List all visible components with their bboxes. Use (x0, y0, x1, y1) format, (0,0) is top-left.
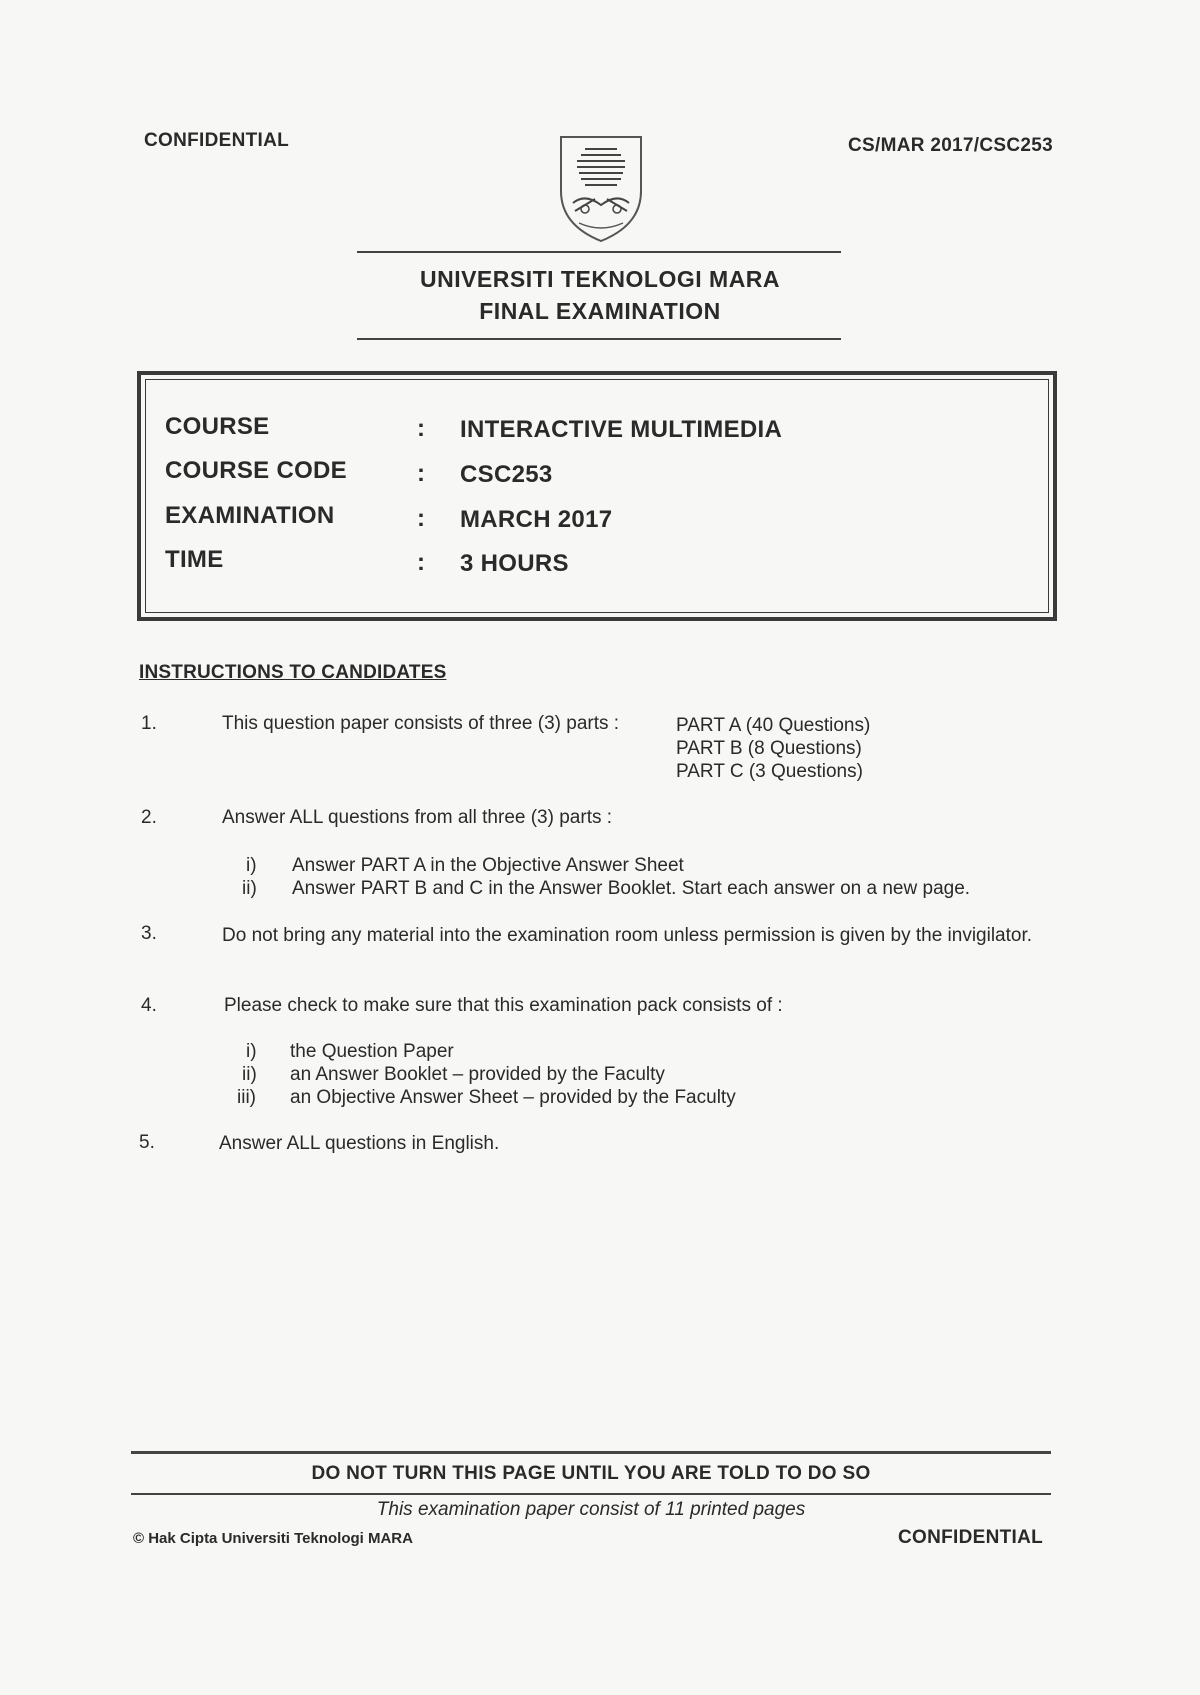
instruction-4-sub-2-number: ii) (242, 1064, 257, 1085)
instruction-4-sub-1-number: i) (246, 1041, 257, 1062)
examination-label: EXAMINATION (165, 502, 335, 529)
instruction-3-number: 3. (141, 923, 157, 944)
instruction-2-sub-1-text: Answer PART A in the Objective Answer Sheet (292, 855, 684, 876)
instructions-heading: INSTRUCTIONS TO CANDIDATES (139, 662, 447, 683)
course-colon: : (417, 415, 425, 442)
instruction-1-part-c: PART C (3 Questions) (676, 761, 863, 782)
pages-note: This examination paper consist of 11 printed pages (376, 1499, 806, 1520)
university-name: UNIVERSITI TEKNOLOGI MARA (419, 266, 781, 292)
university-crest-icon (555, 133, 647, 245)
title-top-rule (357, 251, 841, 253)
instruction-4-number: 4. (141, 995, 157, 1016)
examination-colon: : (417, 505, 425, 532)
course-code-colon: : (417, 460, 425, 487)
instruction-2-sub-2-number: ii) (242, 878, 257, 899)
footer-bottom-rule (131, 1493, 1051, 1495)
instruction-4-sub-3-text: an Objective Answer Sheet – provided by the Faculty (290, 1087, 736, 1108)
instruction-4-text: Please check to make sure that this examination pack consists of : (224, 995, 783, 1016)
copyright-notice: © Hak Cipta Universiti Teknologi MARA (133, 1530, 413, 1547)
instruction-1-text: This question paper consists of three (3) parts : (222, 713, 620, 734)
instruction-4-sub-2-text: an Answer Booklet – provided by the Faculty (290, 1064, 665, 1085)
course-code-value: CSC253 (460, 461, 553, 488)
instruction-2-sub-2-text: Answer PART B and C in the Answer Booklet. Start each answer on a new page. (292, 878, 971, 899)
instruction-1-number: 1. (141, 713, 157, 734)
instruction-1-part-b: PART B (8 Questions) (676, 738, 862, 759)
instruction-3-text: Do not bring any material into the examination room unless permission is given by the invigilator. (222, 925, 1033, 946)
course-value: INTERACTIVE MULTIMEDIA (460, 416, 783, 443)
do-not-turn-warning: DO NOT TURN THIS PAGE UNTIL YOU ARE TOLD TO DO SO (311, 1463, 871, 1484)
header-confidential: CONFIDENTIAL (144, 130, 290, 151)
instruction-5-number: 5. (139, 1132, 155, 1153)
footer-top-rule (131, 1451, 1051, 1454)
footer-confidential: CONFIDENTIAL (898, 1527, 1044, 1548)
time-colon: : (417, 549, 425, 576)
time-value: 3 HOURS (460, 550, 569, 577)
course-label: COURSE (165, 413, 270, 440)
instruction-1-part-a: PART A (40 Questions) (676, 715, 871, 736)
instruction-4-sub-3-number: iii) (237, 1087, 256, 1108)
instruction-2-text: Answer ALL questions from all three (3) parts : (222, 807, 613, 828)
course-code-label: COURSE CODE (165, 457, 347, 484)
header-document-code: CS/MAR 2017/CSC253 (848, 135, 1053, 156)
instruction-5-text: Answer ALL questions in English. (219, 1133, 500, 1154)
title-bottom-rule (357, 338, 841, 340)
examination-value: MARCH 2017 (460, 506, 613, 533)
time-label: TIME (165, 546, 224, 573)
exam-title: FINAL EXAMINATION (479, 298, 721, 324)
instruction-4-sub-1-text: the Question Paper (290, 1041, 454, 1062)
course-info-box (137, 371, 1057, 621)
instruction-2-sub-1-number: i) (246, 855, 257, 876)
instruction-2-number: 2. (141, 807, 157, 828)
